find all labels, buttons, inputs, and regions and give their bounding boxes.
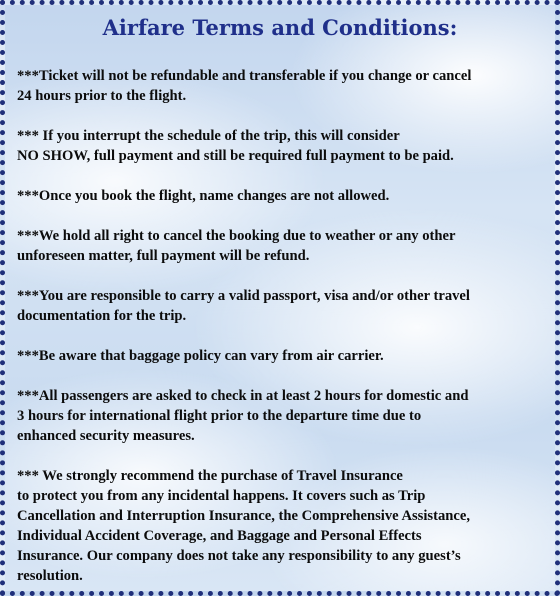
term-item-name-changes: ***Once you book the flight, name changes are not allowed. <box>17 188 390 204</box>
terms-list <box>5 66 555 586</box>
term-item-travel-insurance: *** We strongly recommend the purchase of Travel Insurance to protect you from any incidental happens. It covers such as Trip Cancellation and Interruption Insurance, the Comprehensive Assistance, Individual Accident Coverage, and Baggage and Personal Effects Insurance. Our company does not take any responsibility to any guest’s resolution. <box>17 468 470 584</box>
page-title: Airfare Terms and Conditions: <box>102 15 458 40</box>
term-item-cancellation-rights: ***We hold all right to cancel the booking due to weather or any other unforeseen matter, full payment will be refund. <box>17 228 456 264</box>
term-item-check-in: ***All passengers are asked to check in at least 2 hours for domestic and 3 hours for international flight prior to the departure time due to enhanced security measures. <box>17 388 469 444</box>
term-item-no-show: *** If you interrupt the schedule of the trip, this will consider NO SHOW, full payment and still be required full payment to be paid. <box>17 128 454 164</box>
term-item-baggage-policy: ***Be aware that baggage policy can vary from air carrier. <box>17 348 384 364</box>
term-item-passport-visa: ***You are responsible to carry a valid passport, visa and/or other travel documentation for the trip. <box>17 288 470 324</box>
term-item-refund: ***Ticket will not be refundable and transferable if you change or cancel 24 hours prior to the flight. <box>17 68 472 104</box>
